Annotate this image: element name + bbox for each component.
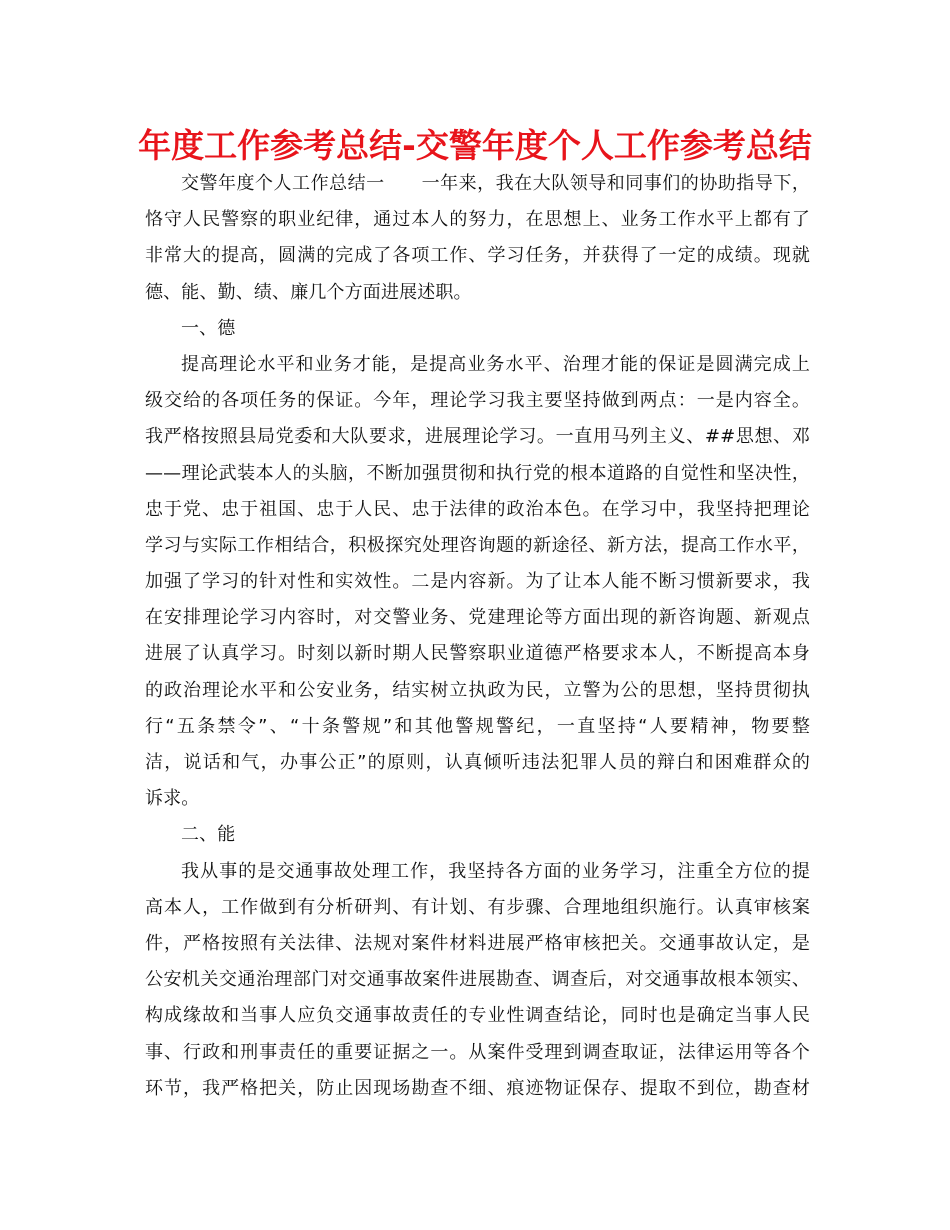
body-line: 的政治理论水平和公安业务，结实树立执政为民，立警为公的思想，坚持贯彻执: [145, 679, 810, 701]
body-line: 环节，我严格把关，防止因现场勘查不细、痕迹物证保存、提取不到位，勘查材: [145, 1077, 810, 1099]
body-line: 交警年度个人工作总结一 一年来，我在大队领导和同事们的协助指导下，: [181, 173, 810, 194]
body-line: 行“五条禁令”、“十条警规”和其他警规警纪，一直坚持“人要精神，物要整: [145, 715, 810, 737]
body-line: 一、德: [181, 317, 236, 339]
body-line: 高本人，工作做到有分析研判、有计划、有步骤、合理地组织施行。认真审核案: [145, 896, 810, 918]
body-line: 诉求。: [145, 788, 200, 810]
body-line: 级交给的各项任务的保证。今年，理论学习我主要坚持做到两点：一是内容全。: [145, 390, 810, 412]
body-line: 忠于党、忠于祖国、忠于人民、忠于法律的政治本色。在学习中，我坚持把理论: [145, 498, 810, 520]
body-line: 非常大的提高，圆满的完成了各项工作、学习任务，并获得了一定的成绩。现就: [145, 245, 810, 267]
body-line: 公安机关交通治理部门对交通事故案件进展勘查、调查后，对交通事故根本领实、: [145, 969, 810, 991]
body-line: 二、能: [181, 824, 236, 846]
document-title: 年度工作参考总结-交警年度个人工作参考总结: [138, 126, 812, 165]
body-line: 我从事的是交通事故处理工作，我坚持各方面的业务学习，注重全方位的提: [181, 860, 810, 882]
body-line: 洁，说话和气，办事公正”的原则，认真倾听违法犯罪人员的辩白和困难群众的: [145, 752, 810, 773]
body-line: 提高理论水平和业务才能，是提高业务水平、治理才能的保证是圆满完成上: [181, 353, 810, 375]
body-line: 学习与实际工作相结合，积极探究处理咨询题的新途径、新方法，提高工作水平，: [145, 534, 810, 556]
body-line: 件，严格按照有关法律、法规对案件材料进展严格审核把关。交通事故认定，是: [145, 932, 810, 954]
body-line: 在安排理论学习内容时，对交警业务、党建理论等方面出现的新咨询题、新观点: [145, 607, 810, 629]
body-line: 恪守人民警察的职业纪律，通过本人的努力，在思想上、业务工作水平上都有了: [145, 209, 810, 231]
body-line: 进展了认真学习。时刻以新时期人民警察职业道德严格要求本人，不断提高本身: [145, 643, 810, 665]
body-line: 事、行政和刑事责任的重要证据之一。从案件受理到调查取证，法律运用等各个: [145, 1041, 810, 1063]
body-line: 德、能、勤、绩、廉几个方面进展述职。: [145, 281, 472, 303]
body-line: 加强了学习的针对性和实效性。二是内容新。为了让本人能不断习惯新要求，我: [145, 571, 810, 593]
body-line: 构成缘故和当事人应负交通事故责任的专业性调查结论，同时也是确定当事人民: [145, 1005, 810, 1027]
document-body: [145, 166, 810, 1107]
body-line: 我严格按照县局党委和大队要求，进展理论学习。一直用马列主义、##思想、邓: [145, 426, 810, 448]
body-line: ——理论武装本人的头脑，不断加强贯彻和执行党的根本道路的自觉性和坚决性，: [145, 462, 810, 484]
